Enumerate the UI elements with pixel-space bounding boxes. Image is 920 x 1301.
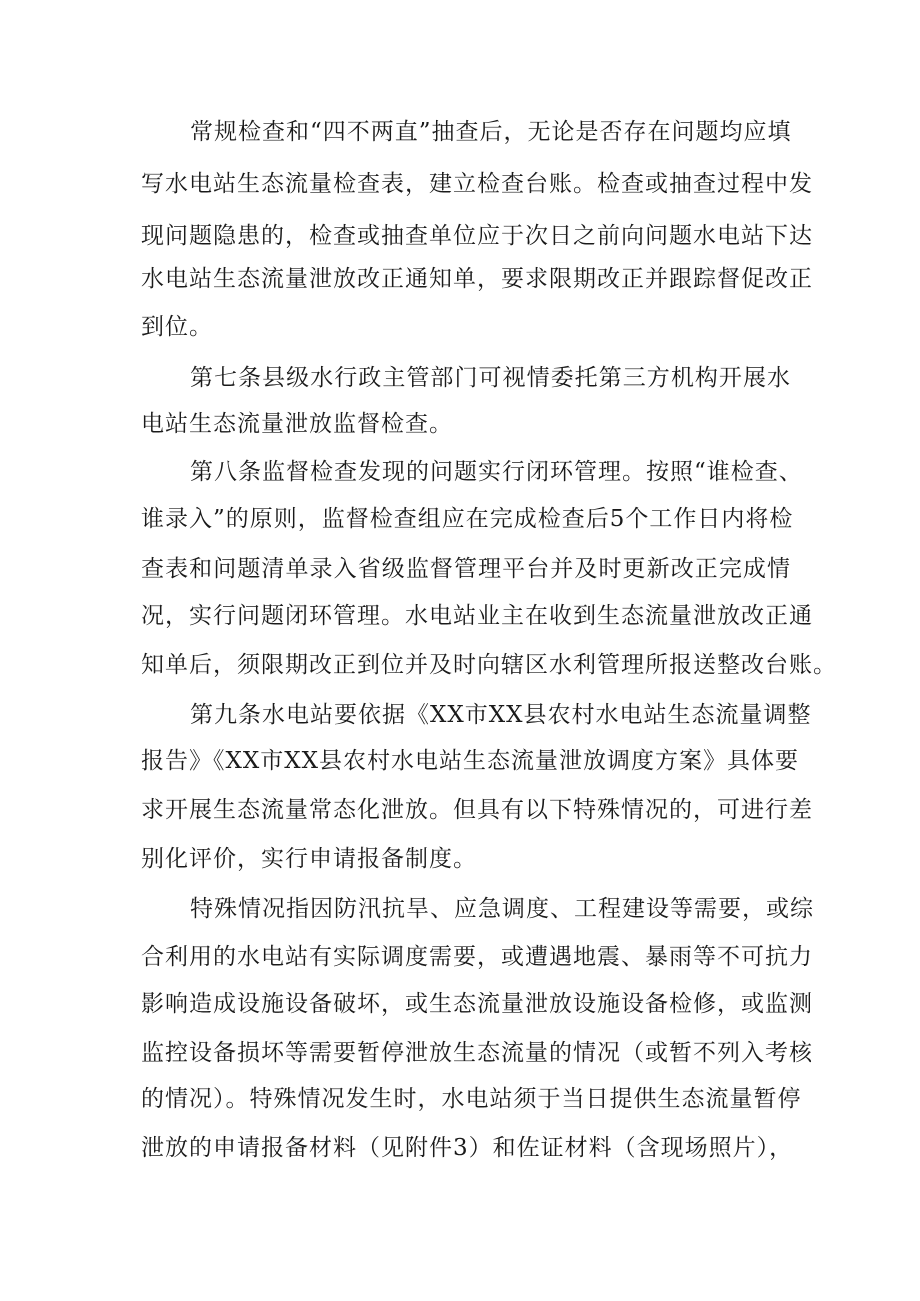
paragraph-4-line-2: 报告》《XX市XX县农村水电站生态流量泄放调度方案》具体要: [141, 748, 799, 774]
paragraph-2-line-1: 第七条县级水行政主管部门可视情委托第三方机构开展水: [190, 365, 791, 391]
paragraph-3-line-1: 第八条监督检查发现的问题实行闭环管理。按照“谁检查、: [190, 459, 803, 485]
paragraph-5-line-4: 监控设备损坏等需要暂停泄放生态流量的情况（或暂不列入考核: [141, 1040, 813, 1066]
paragraph-1-line-3: 现问题隐患的，检查或抽查单位应于次日之前向问题水电站下达: [141, 223, 813, 249]
paragraph-3-line-4: 况，实行问题闭环管理。水电站业主在收到生态流量泄放改正通: [141, 603, 813, 629]
paragraph-5-line-1: 特殊情况指因防汛抗旱、应急调度、工程建设等需要，或综: [190, 896, 814, 922]
paragraph-5-line-6: 泄放的申请报备材料（见附件3）和佐证材料（含现场照片），: [141, 1135, 794, 1161]
paragraph-3-line-3: 查表和问题清单录入省级监督管理平台并及时更新改正完成情: [141, 556, 791, 582]
paragraph-5-line-2: 合利用的水电站有实际调度需要，或遭遇地震、暴雨等不可抗力: [141, 944, 813, 970]
paragraph-2-line-2: 电站生态流量泄放监督检查。: [141, 411, 453, 437]
paragraph-3-line-2: 谁录入”的原则，监督检查组应在完成检查后5个工作日内将检: [141, 506, 794, 532]
paragraph-4-line-1: 第九条水电站要依据《XX市XX县农村水电站生态流量调整: [190, 702, 812, 728]
paragraph-1-line-2: 写水电站生态流量检查表，建立检查台账。检查或抽查过程中发: [141, 171, 813, 197]
paragraph-1-line-4: 水电站生态流量泄放改正通知单，要求限期改正并跟踪督促改正: [141, 266, 813, 292]
paragraph-1-line-5: 到位。: [141, 314, 213, 340]
paragraph-5-line-3: 影响造成设施设备破坏，或生态流量泄放设施设备检修，或监测: [141, 991, 813, 1017]
paragraph-4-line-3: 求开展生态流量常态化泄放。但具有以下特殊情况的，可进行差: [141, 797, 813, 823]
paragraph-3-line-5: 知单后，须限期改正到位并及时向辖区水利管理所报送整改台账。: [141, 652, 837, 678]
paragraph-1-line-1: 常规检查和“四不两直”抽查后，无论是否存在问题均应填: [190, 119, 792, 145]
paragraph-4-line-4: 别化评价，实行申请报备制度。: [141, 846, 477, 872]
paragraph-5-line-5: 的情况）。特殊情况发生时，水电站须于当日提供生态流量暂停: [141, 1086, 802, 1112]
